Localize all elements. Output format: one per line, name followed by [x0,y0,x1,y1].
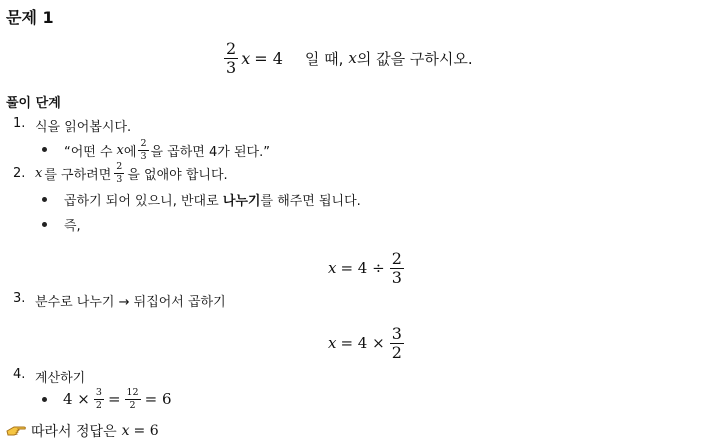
instruction-post: 의 값을 구하시오. [356,49,473,68]
instruction-variable: x [348,49,357,67]
step-2-number: 2. [13,166,26,181]
step-3-number: 3. [13,291,26,306]
step-4-text: 계산하기 [35,371,86,386]
step-1-text: 식을 읽어봅시다. [35,120,132,135]
bullet [42,397,47,402]
step-2-sub-1: 곱하기 되어 있으니, 반대로 나누기를 해주면 됩니다. [64,194,361,209]
step-4-number: 4. [13,367,26,382]
step-3-display-equation: x = 4 × $\frac{3}{2}$ [328,323,402,362]
inline-fraction: $\frac{2}{3}$ [140,138,147,162]
step-2-sub-2: 즉, [64,219,81,234]
bullet [42,147,47,152]
equation-fraction: $\frac{2}{3}$ [226,38,237,77]
step-3-text: 분수로 나누기 → 뒤집어서 곱하기 [35,295,226,310]
step-1-number: 1. [13,116,26,131]
conclusion: 따라서 정답은 x = 6 [6,420,159,442]
bullet [42,197,47,202]
problem-title: 문제 1 [6,8,54,27]
step-4-calculation: 4 × $\frac{3}{2}$ = $\frac{12}{2}$ = 6 [63,387,172,411]
problem-statement [224,38,473,78]
equation-variable: x [241,48,251,68]
equation-rhs: = 4 [254,48,283,68]
inline-fraction: $\frac{2}{3}$ [116,161,123,185]
step-2-display-equation: x = 4 ÷ $\frac{2}{3}$ [328,248,402,287]
steps-heading: 풀이 단계 [6,96,61,111]
instruction-pre: 일 때, [304,49,344,68]
step-1-sub: “어떤 수 x 에 $\frac{2}{3}$ 을 곱하면 4가 된다.” [64,138,270,162]
pointing-hand-icon [6,424,26,438]
bullet [42,222,47,227]
step-2-text: x 를 구하려면 $\frac{2}{3}$ 을 없애야 합니다. [35,161,228,185]
